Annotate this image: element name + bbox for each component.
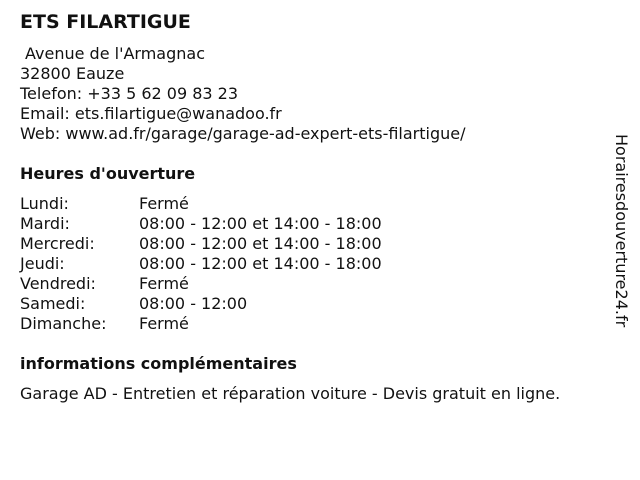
- day-label: Mardi:: [20, 214, 70, 233]
- day-hours: 08:00 - 12:00 et 14:00 - 18:00: [139, 234, 382, 253]
- day-hours: 08:00 - 12:00: [139, 294, 248, 313]
- day-label: Dimanche:: [20, 314, 107, 333]
- day-label: Mercredi:: [20, 234, 95, 253]
- day-hours: 08:00 - 12:00 et 14:00 - 18:00: [139, 214, 382, 233]
- business-name: ETS FILARTIGUE: [20, 11, 191, 33]
- day-hours: Fermé: [139, 314, 189, 333]
- day-label: Vendredi:: [20, 274, 96, 293]
- day-label: Lundi:: [20, 194, 69, 213]
- info-heading: informations complémentaires: [20, 354, 297, 373]
- day-hours: Fermé: [139, 194, 189, 213]
- email-line: Email: ets.filartigue@wanadoo.fr: [20, 104, 282, 123]
- web-line: Web: www.ad.fr/garage/garage-ad-expert-ets-filartigue/: [20, 124, 466, 143]
- address-city: 32800 Eauze: [20, 64, 125, 83]
- phone-line: Telefon: +33 5 62 09 83 23: [20, 84, 239, 103]
- day-hours: 08:00 - 12:00 et 14:00 - 18:00: [139, 254, 382, 273]
- contact-block: [20, 44, 466, 144]
- site-watermark: Horairesdouverture24.fr: [612, 134, 631, 328]
- info-text: Garage AD - Entretien et réparation voiture - Devis gratuit en ligne.: [20, 384, 561, 403]
- hours-heading: Heures d'ouverture: [20, 164, 196, 183]
- address-street: Avenue de l'Armagnac: [25, 44, 205, 63]
- day-label: Samedi:: [20, 294, 86, 313]
- day-label: Jeudi:: [20, 254, 65, 273]
- day-hours: Fermé: [139, 274, 189, 293]
